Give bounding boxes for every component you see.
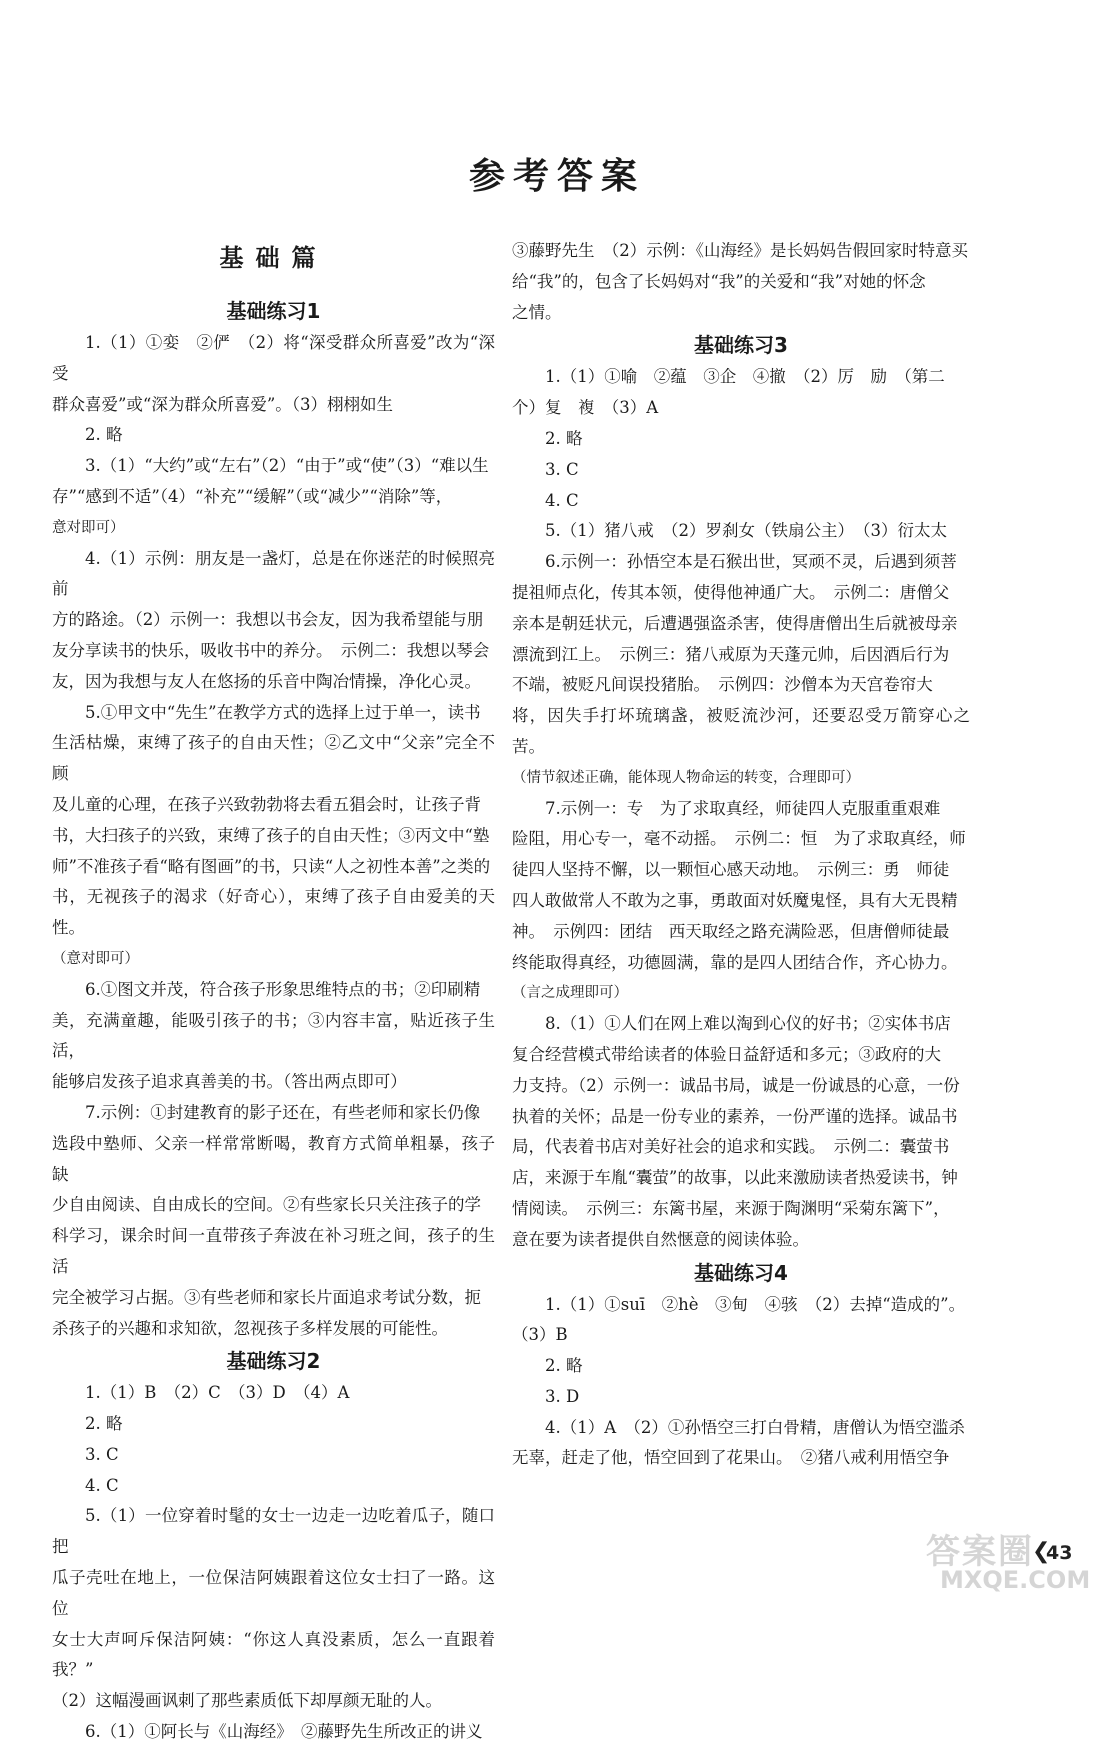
text-line: 4.（1）A （2）①孙悟空三打白骨精，唐僧认为悟空滥杀: [545, 1417, 965, 1437]
answer-3-6: [512, 547, 970, 793]
watermark-title: 答案圈: [926, 1532, 1034, 1572]
text-line: 局，代表着书店对美好社会的追求和实践。 示例二：囊萤书: [512, 1137, 950, 1157]
answer-1-5: [52, 698, 495, 975]
text-line: （情节叙述正确，能体现人物命运的转变，合理即可）: [512, 769, 860, 786]
text-line: 给“我”的，包含了长妈妈对“我”的关爱和“我”对她的怀念: [512, 271, 926, 291]
text-line: 店，来源于车胤“囊萤”的故事，以此来激励读者热爱读书，钟: [512, 1168, 958, 1188]
text-line: 群众喜爱”或“深为群众所喜爱”。（3）栩栩如生: [52, 394, 394, 414]
text-line: 情阅读。 示例三：东篱书屋，来源于陶渊明“采菊东篱下”，: [512, 1198, 950, 1218]
text-line: 书，大扫孩子的兴致，束缚了孩子的自由天性；③丙文中“塾: [52, 825, 490, 845]
exercise-4-title: 基础练习4: [694, 1260, 788, 1285]
page-number-value: 43: [1046, 1542, 1073, 1564]
text-line: 8.（1）①人们在网上难以淘到心仪的好书；②实体书店: [545, 1014, 951, 1034]
text-line: ③藤野先生 （2）示例：《山海经》是长妈妈告假回家时特意买: [512, 241, 968, 260]
text-line: 友，因为我想与友人在悠扬的乐音中陶冶情操，净化心灵。: [52, 671, 481, 691]
answer-4-1: [512, 1290, 970, 1352]
text-line: 6.示例一：孙悟空本是石猴出世，冥顽不灵，后遇到须菩: [545, 552, 957, 572]
text-line: 力支持。（2）示例一：诚品书局，诚是一份诚恳的心意，一份: [512, 1075, 960, 1095]
answer-1-6: [52, 975, 495, 1098]
text-line: 神。 示例四：团结 西天取经之路充满险恶，但唐僧师徒最: [512, 921, 950, 941]
text-line: 美，充满童趣，能吸引孩子的书；③内容丰富，贴近孩子生活，: [52, 1010, 495, 1061]
answer-2-5: [52, 1501, 495, 1717]
text-line: 书，无视孩子的渴求（好奇心），束缚了孩子自由爱美的天性。: [52, 887, 495, 938]
left-column: [52, 236, 495, 1748]
answer-1-3: [52, 451, 495, 543]
text-line: 方的路途。（2）示例一：我想以书会友，因为我希望能与朋: [52, 610, 484, 630]
answer-2-2: 2. 略: [85, 1414, 123, 1434]
text-line: 7.示例一：专 为了求取真经，师徒四人克服重重艰难: [545, 798, 941, 818]
text-line: 提祖师点化，传其本领，使得他神通广大。 示例二：唐僧父: [512, 582, 950, 602]
text-line: 少自由阅读、自由成长的空间。②有些家长只关注孩子的学: [52, 1195, 481, 1215]
text-line: 四人敢做常人不敢为之事，勇敢面对妖魔鬼怪，具有大无畏精: [512, 890, 958, 910]
text-line: 3.（1）“大约”或“左右”（2）“由于”或“使”（3）“难以生: [85, 456, 489, 476]
text-line: 个）复 複 （3）A: [512, 398, 659, 418]
text-line: 4.（1）示例：朋友是一盏灯，总是在你迷茫的时候照亮前: [52, 548, 495, 599]
text-line: 执着的关怀；品是一份专业的素养，一份严谨的选择。诚品书: [512, 1106, 958, 1126]
text-line: 杀孩子的兴趣和求知欲，忽视孩子多样发展的可能性。: [52, 1318, 448, 1338]
answer-1-4: [52, 544, 495, 698]
text-line: 瓜子壳吐在地上，一位保洁阿姨跟着这位女士扫了一路。这位: [52, 1568, 495, 1618]
text-line: 不端，被贬凡间误投猪胎。 示例四：沙僧本为天宫卷帘大: [512, 675, 933, 695]
answer-2-6-continued: [512, 236, 970, 328]
text-line: 意在要为读者提供自然惬意的阅读体验。: [512, 1229, 809, 1249]
chevron-left-icon: ❮: [1032, 1539, 1051, 1564]
answer-3-7: [512, 794, 970, 1010]
text-line: 完全被学习占据。③有些老师和家长片面追求考试分数，扼: [52, 1287, 481, 1307]
text-line: 存”“感到不适”（4）“补充”“缓解”（或“减少”“消除”等，: [52, 486, 453, 506]
text-line: （3）B: [512, 1325, 568, 1345]
text-line: 之情。: [512, 302, 562, 322]
exercise-2-title: 基础练习2: [226, 1349, 321, 1374]
text-line: 友分享读书的快乐，吸收书中的养分。 示例二：我想以琴会: [52, 640, 490, 660]
text-line: 1.（1）①suī ②hè ③甸 ④骇 （2）去掉“造成的”。: [545, 1294, 966, 1314]
text-line: 5.①甲文中“先生”在教学方式的选择上过于单一，读书: [85, 702, 481, 722]
exercise-1-title: 基础练习1: [226, 299, 321, 323]
text-line: 选段中塾师、父亲一样常常断喝，教育方式简单粗暴，孩子缺: [52, 1133, 495, 1184]
text-line: （2）这幅漫画讽刺了那些素质低下却厚颜无耻的人。: [52, 1691, 442, 1711]
text-line: （意对即可）: [52, 950, 139, 967]
page-number: [1032, 1539, 1108, 1566]
right-column: [512, 236, 970, 1474]
text-line: 及儿童的心理，在孩子兴致勃勃将去看五猖会时，让孩子背: [52, 794, 481, 814]
page-title: 参考答案: [468, 156, 645, 197]
text-line: 1.（1）①娈 ②俨 （2）将“深受群众所喜爱”改为“深受: [52, 333, 495, 383]
answer-2-4: 4. C: [85, 1475, 119, 1495]
answer-3-1: [512, 362, 970, 424]
text-line: 将，因失手打坏琉璃盏，被贬流沙河，还要忍受万箭穿心之苦。: [512, 706, 970, 756]
text-line: 复合经营模式带给读者的体验日益舒适和多元；③政府的大: [512, 1044, 941, 1064]
answer-2-1: 1.（1）B （2）C （3）D （4）A: [85, 1383, 350, 1403]
answer-4-3: 3. D: [545, 1386, 580, 1406]
text-line: 7.示例：①封建教育的影子还在，有些老师和家长仍像: [85, 1102, 481, 1122]
answer-3-2: 2. 略: [545, 428, 583, 448]
text-line: 女士大声呵斥保洁阿姨：“你这人真没素质，怎么一直跟着我？”: [52, 1629, 495, 1680]
answer-4-2: 2. 略: [545, 1356, 583, 1376]
text-line: 6.①图文并茂，符合孩子形象思维特点的书；②印刷精: [85, 979, 481, 999]
text-line: 无辜，赶走了他，悟空回到了花果山。 ②猪八戒利用悟空争: [512, 1448, 950, 1468]
text-line: 师”不准孩子看“略有图画”的书，只读“人之初性本善”之类的: [52, 856, 491, 876]
answer-2-3: 3. C: [85, 1444, 119, 1464]
answer-2-6: 6.（1）①阿长与《山海经》 ②藤野先生所改正的讲义: [85, 1722, 483, 1742]
exercise-3-title: 基础练习3: [694, 333, 788, 358]
section-title: 基础篇: [219, 244, 328, 272]
text-line: 科学习，课余时间一直带孩子奔波在补习班之间，孩子的生活: [52, 1226, 495, 1276]
answer-3-4: 4. C: [545, 490, 579, 510]
answer-4-4: [512, 1413, 970, 1475]
answer-3-3: 3. C: [545, 459, 579, 479]
answer-1-2: 2. 略: [85, 425, 123, 445]
text-line: 意对即可）: [52, 519, 125, 536]
text-line: 漂流到江上。 示例三：猪八戒原为天蓬元帅，后因酒后行为: [512, 644, 950, 664]
text-line: 终能取得真经，功德圆满，靠的是四人团结合作，齐心协力。: [512, 952, 958, 972]
watermark-url: MXQE.COM: [940, 1566, 1091, 1594]
text-line: 5.（1）一位穿着时髦的女士一边走一边吃着瓜子，随口把: [52, 1506, 495, 1557]
answer-1-7: [52, 1098, 495, 1344]
text-line: 生活枯燥，束缚了孩子的自由天性；②乙文中“父亲”完全不顾: [52, 733, 495, 784]
text-line: 亲本是朝廷状元，后遭遇强盗杀害，使得唐僧出生后就被母亲: [512, 613, 958, 633]
answer-3-5: 5.（1）猪八戒 （2）罗刹女（铁扇公主） （3）衍太太: [545, 521, 947, 541]
text-line: 险阻，用心专一，毫不动摇。 示例二：恒 为了求取真经，师: [512, 829, 966, 849]
text-line: 徒四人坚持不懈，以一颗恒心感天动地。 示例三：勇 师徒: [512, 860, 950, 880]
text-line: 能够启发孩子追求真善美的书。（答出两点即可）: [52, 1072, 407, 1092]
answer-1-1: [52, 328, 495, 420]
answer-3-8: [512, 1009, 970, 1255]
text-line: 1.（1）①喻 ②蕴 ③企 ④撤 （2）厉 励 （第二: [545, 367, 945, 387]
text-line: （言之成理即可）: [512, 985, 628, 1002]
